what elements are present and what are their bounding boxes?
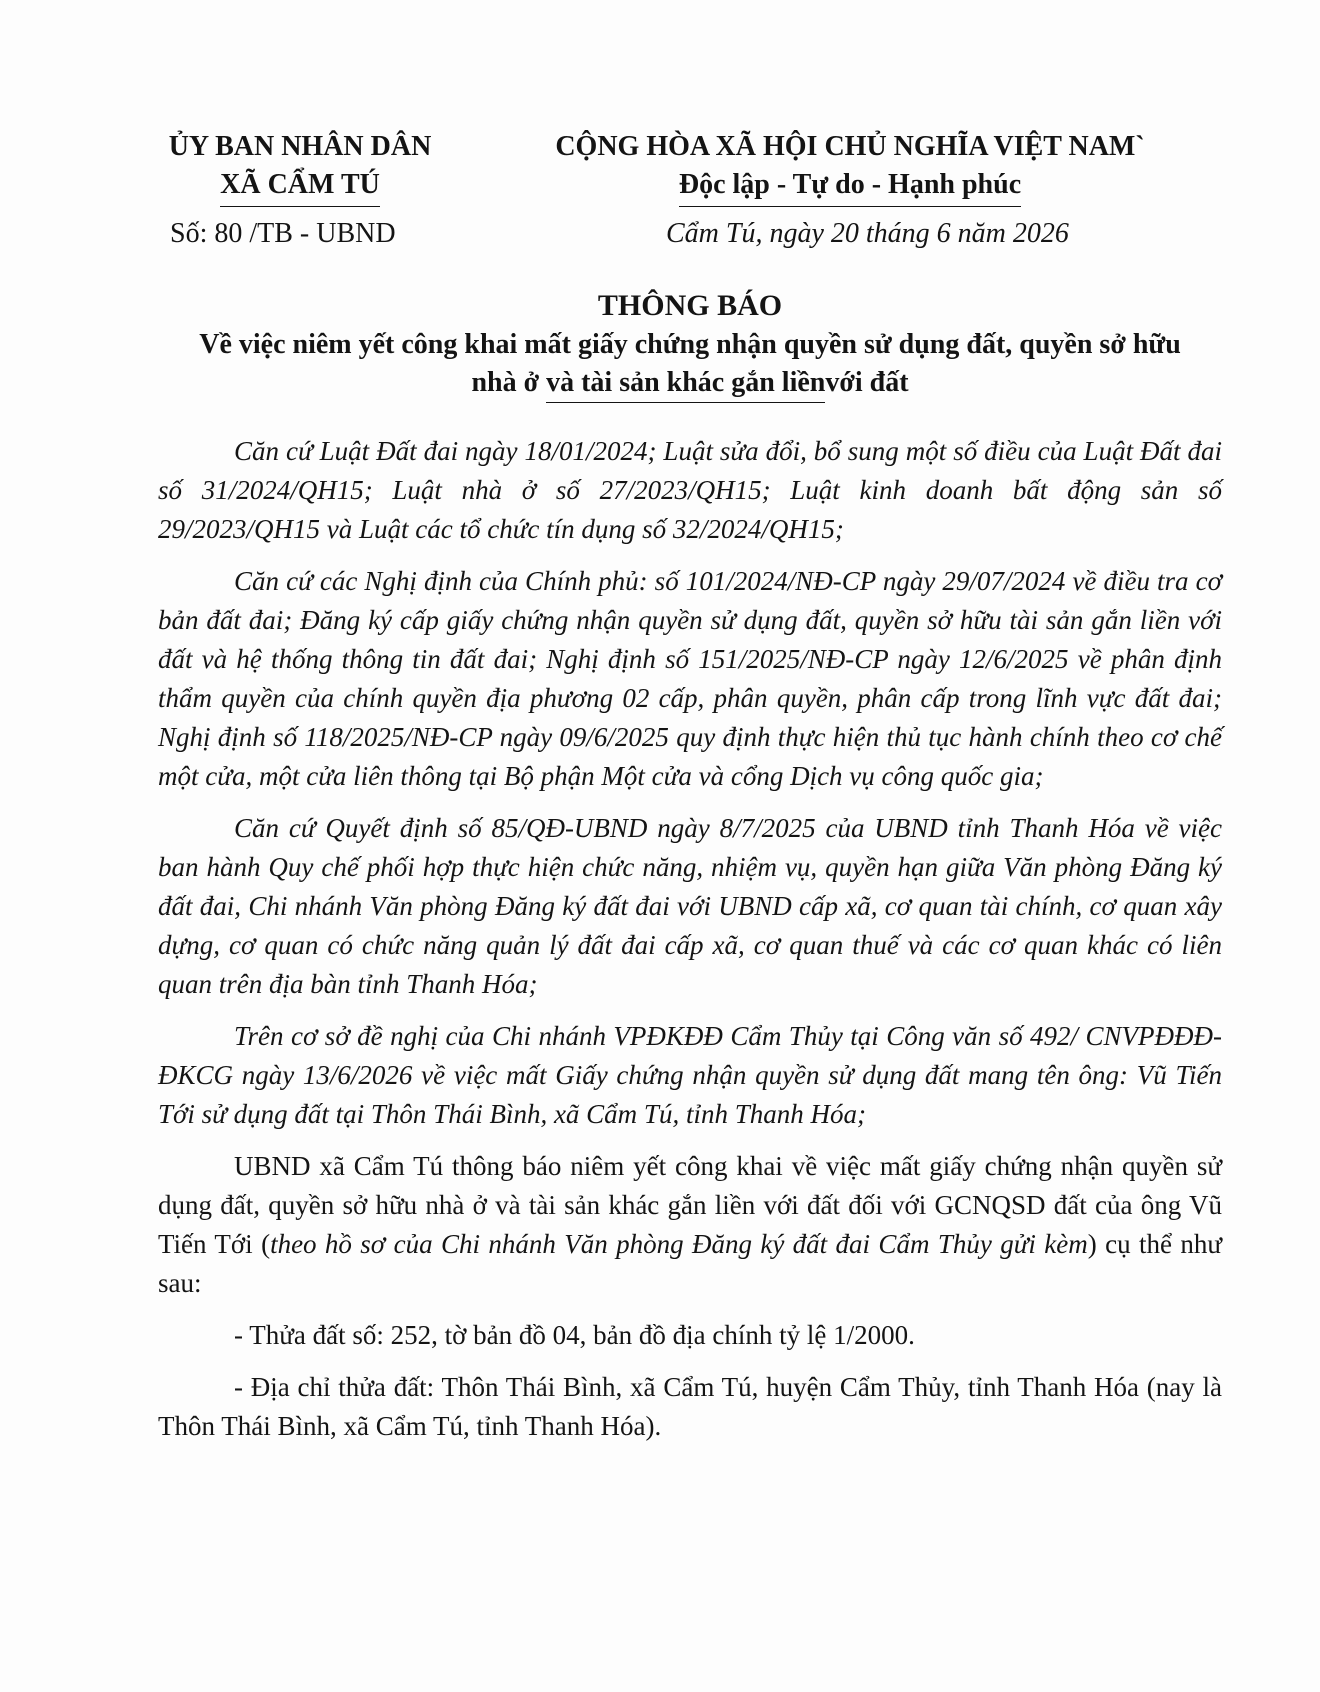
legal-basis-paragraph-2: Căn cứ các Nghị định của Chính phủ: số 101/2024/NĐ-CP ngày 29/07/2024 về điều tra cơ bản đất đai; Đăng ký cấp giấy chứng nhận quyền sử dụng đất, quyền sở hữu tài sản gắn liền với đất và hệ thống thông tin đất đai; Nghị định số 151/2025/NĐ-CP ngày 12/6/2025 về phân định thẩm quyền của chính quyền địa phương 02 cấp, phân quyền, phân cấp trong lĩnh vực đất đai; Nghị định số 118/2025/NĐ-CP ngày 09/6/2025 quy định thực hiện thủ tục hành chính theo cơ chế một cửa, một cửa liên thông tại Bộ phận Một cửa và cổng Dịch vụ công quốc gia; [158, 566, 1222, 791]
announcement-paragraph [158, 1147, 1222, 1303]
land-parcel-address: - Địa chỉ thửa đất: Thôn Thái Bình, xã Cẩm Tú, huyện Cẩm Thủy, tỉnh Thanh Hóa (nay là Thôn Thái Bình, xã Cẩm Tú, tỉnh Thanh Hóa). [158, 1372, 1222, 1441]
title-subject-line1: Về việc niêm yết công khai mất giấy chứng nhận quyền sử dụng đất, quyền sở hữu [199, 329, 1181, 360]
announcement-part-b: theo hồ sơ của Chi nhánh Văn phòng Đăng ký đất đai Cẩm Thủy gửi kèm [270, 1229, 1088, 1259]
document-title [150, 286, 1230, 403]
agency-commune: XÃ CẨM TÚ [220, 166, 380, 207]
document-meta [170, 218, 1230, 258]
title-subject-part-c: với đất [825, 367, 909, 398]
title-subject-part-b: và tài sản khác gắn liền [546, 364, 825, 403]
legal-basis-paragraph-4: Trên cơ sở đề nghị của Chi nhánh VPĐKĐĐ Cẩm Thủy tại Công văn số 492/ CNVPĐĐĐ-ĐKCG ngày 13/6/2026 về việc mất Giấy chứng nhận quyền sử dụng đất mang tên ông: Vũ Tiến Tới sử dụng đất tại Thôn Thái Bình, xã Cẩm Tú, tỉnh Thanh Hóa; [158, 1021, 1222, 1129]
announcement-part-c: ) cụ thể như sau: [158, 1229, 1222, 1298]
issuing-agency [150, 128, 450, 207]
title-subject-line2 [150, 364, 1230, 403]
announcement-part-a: UBND xã Cẩm Tú thông báo niêm yết công khai về việc mất giấy chứng nhận quyền sử dụng đất, quyền sở hữu nhà ở và tài sản khác gắn liền với đất đối với GCNQSD đất của ông Vũ Tiến Tới ( [158, 1151, 1222, 1259]
document-number: Số: 80 /TB - UBND [170, 218, 396, 249]
document-header [150, 128, 1240, 228]
country-name: CỘNG HÒA XÃ HỘI CHỦ NGHĨA VIỆT NAM` [555, 131, 1145, 162]
national-motto [490, 128, 1210, 207]
legal-basis-paragraph-3: Căn cứ Quyết định số 85/QĐ-UBND ngày 8/7/2025 của UBND tỉnh Thanh Hóa về việc ban hành Quy chế phối hợp thực hiện chức năng, nhiệm vụ, quyền hạn giữa Văn phòng Đăng ký đất đai, Chi nhánh Văn phòng Đăng ký đất đai với UBND cấp xã, cơ quan tài chính, cơ quan xây dựng, cơ quan có chức năng quản lý đất đai cấp xã, cơ quan thuế và các cơ quan khác có liên quan trên địa bàn tỉnh Thanh Hóa; [158, 813, 1222, 999]
agency-name: ỦY BAN NHÂN DÂN [168, 131, 432, 162]
title-subject-part-a: nhà ở [471, 367, 547, 398]
motto: Độc lập - Tự do - Hạnh phúc [679, 166, 1021, 207]
title-main: THÔNG BÁO [597, 289, 783, 322]
legal-basis-paragraph-1: Căn cứ Luật Đất đai ngày 18/01/2024; Luật sửa đổi, bổ sung một số điều của Luật Đất đai số 31/2024/QH15; Luật nhà ở số 27/2023/QH15; Luật kinh doanh bất động sản số 29/2023/QH15 và Luật các tổ chức tín dụng số 32/2024/QH15; [158, 436, 1222, 544]
document-date: Cẩm Tú, ngày 20 tháng 6 năm 2026 [666, 218, 1069, 249]
land-parcel-number: - Thửa đất số: 252, tờ bản đồ 04, bản đồ địa chính tỷ lệ 1/2000. [234, 1320, 915, 1350]
document-body [158, 432, 1222, 1459]
